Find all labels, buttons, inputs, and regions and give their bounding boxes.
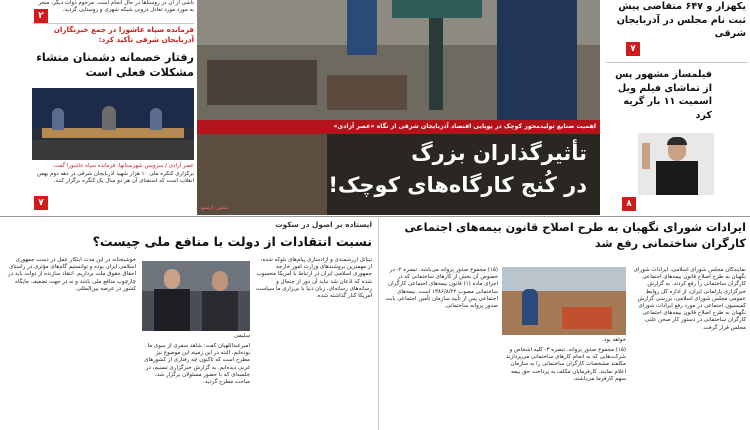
- criticism-col-2: امیرعبداللهیان گفت: شاهد سفری از سوی ما بوده‌ایم. البته در این زمینه این موضوع نیز مطرح است که تاکنون چه رفتاری از کشورهای غربی دیده‌ایم. به گزارش خبرگزاری تسنیم، در جلسه‌ای که با حضور مسئولان برگزار شد، مباحث مطرح گردید.: [144, 343, 250, 386]
- page-number-badge: ۷: [34, 196, 48, 210]
- lead-headline-2: در کُنج کارگاه‌های کوچک!: [328, 173, 587, 197]
- officials-caption: سلیمی: [234, 333, 250, 339]
- divider: [32, 23, 194, 24]
- right-headline-2: فیلمساز مشهور پس از تماشای فیلم ویل اسمیت ۱۱ بار گریه کرد: [615, 69, 712, 121]
- drill-column: [429, 18, 443, 110]
- officials-photo: [142, 261, 250, 331]
- photo-bricks: [562, 307, 612, 329]
- drill-press: [392, 0, 482, 18]
- metal-plates: [327, 75, 407, 110]
- photo-body: [656, 161, 698, 195]
- photo-head: [212, 271, 228, 291]
- insurance-col-1: نمایندگان مجلس شورای اسلامی، ایرادات شورای نگهبان به طرح اصلاح قانون بیمه‌های اجتماعی کارگران ساختمانی را رفع کردند. به گزارش خبرگزاری پارلمانی ایران، از اداره کل روابط عمومی مجلس شورای اسلامی، بررسی گزارش کمیسیون اجتماعی در مورد رفع ایرادات شورای نگهبان به طرح اصلاح قانون بیمه‌های اجتماعی کارگران ساختمانی در دستور کار صحن علنی مجلس قرار گرفت.: [633, 267, 746, 331]
- page-number-badge: ۲: [34, 9, 48, 23]
- left-body-text: برگزاری کنگره ملی ۱۰ هزار شهید آذربایجان شرقی در دهه دوم بهمن انقلاب است که استفتای آن هر دو سال یک کنگره برگزار کنند.: [36, 171, 194, 185]
- photo-audience: [32, 140, 194, 160]
- insurance-story: [380, 217, 750, 430]
- left-column: [0, 0, 196, 215]
- column-divider: [378, 218, 379, 430]
- photo-hair: [667, 137, 687, 145]
- photo-person: [102, 106, 116, 130]
- press-conference-photo: [32, 88, 194, 160]
- photo-arm: [642, 143, 650, 169]
- page-number-badge: ۸: [622, 197, 636, 211]
- workshop-photo: [197, 0, 600, 120]
- insurance-headline: ایرادات شورای نگهبان به طرح اصلاح قانون بیمه‌های اجتماعی کارگران ساختمانی رفع شد: [404, 221, 746, 250]
- divider: [606, 62, 748, 63]
- lead-headline-1: تأثیرگذاران بزرگ: [411, 141, 587, 165]
- lead-side-photo: [197, 134, 327, 215]
- lead-kicker: اهمیت صنایع تولید‌محور کوچک در پویایی اقتصاد آذربایجان شرقی از نگاه «عصر آزادی»: [333, 123, 596, 130]
- worker-figure: [347, 0, 377, 55]
- photo-credit: عکس: آرشیو: [201, 205, 229, 211]
- photo-person: [150, 108, 162, 130]
- photo-sky: [502, 267, 626, 291]
- page-number-badge: ۷: [626, 42, 640, 56]
- criticism-story: [0, 217, 377, 430]
- criticism-col-1: تیناتل ارزشمندی و آزادسازی پیام‌های بلوکه شده، از مهمترین بروشندهای وزارت امور خارجه جمهوری اسلامی ایران در ارتباط با آمریکا محسوب شده که اذعان شد نباید آن دور از جنجال و رسانه‌های رسانه‌ای، زبان دنیا با بی‌زاری ما سیاست آمریکا کنار گذاشته شده.: [256, 257, 372, 300]
- photo-person: [52, 108, 64, 130]
- worker-figure: [522, 289, 538, 325]
- insurance-col-2: (۱۵) مجموع صدور پروانه می‌باشد. تبصره ۲- در خصوص آن بخش از کارهای ساختمانی که در اجرای ماده (۱) قانون بیمه‌های اجتماعی کارگران ساختمانی مصوب ۱۳۸۶/۸/۲۲ است. بیمه‌های اجتماعی پس از تأیید سازمان تأمین اجتماعی بابت صدور پروانه ساختمانی.: [385, 267, 498, 310]
- photo-caption: عصر آزادی / سرویس شهرستانها: فرمانده سپاه عاشورا گفت:: [52, 163, 194, 169]
- right-headline-1: یکهزار و ۶۴۷ متقاضی پیش ثبت نام مجلس در آذربایجان شرقی: [616, 1, 746, 39]
- criticism-headline: نسبت انتقادات از دولت با منافع ملی چیست؟: [92, 234, 372, 249]
- filmmaker-photo: [638, 133, 714, 195]
- photo-backdrop: [142, 261, 250, 291]
- lead-story: [197, 0, 600, 215]
- lead-kicker-bar: [197, 120, 600, 134]
- photo-body: [202, 291, 238, 331]
- insurance-col-3: (۱۵) مجموع صدور پروانه. تبصره ۳- کلیه اشخاص و شرکت‌هایی که به انجام کارهای ساختمانی می‌پردازند مکلفند مشخصات کارگران ساختمانی را به سازمان اعلام نمایند. کارفرمایان مکلف به پرداخت حق بیمه سهم کارفرما می‌باشند.: [506, 347, 626, 382]
- criticism-col-3: خوشبختانه در این مدت ابتکار عمل در دست جمهوری اسلامی ایران بوده و توانستیم گام‌های مؤثری در راستای احقاق حقوق ملت برداریم. انتقاد سازنده از دولت باید در چارچوب منافع ملی باشد و نه در جهت تضعیف جایگاه کشور در عرصه بین‌المللی.: [8, 257, 136, 292]
- criticism-kicker: ایستاده بر اصول در سکوت: [275, 220, 372, 229]
- right-column: [602, 0, 750, 215]
- metal-plates: [207, 60, 317, 105]
- photo-body: [154, 289, 190, 331]
- worker-figure: [497, 0, 577, 120]
- left-top-text: تاشی از آن در روستاها در حال انجام است. مرحوم ذوات دیگر، منجر به مورد مورد تعادل درونی شبکه شهری و روستایی گردید.: [38, 0, 194, 14]
- left-headline: رفتار خصمانه دشمنان منشاء مشکلات فعلی است: [36, 51, 194, 79]
- insurance-photo-caption: خواهد بود.: [602, 337, 626, 343]
- photo-head: [164, 269, 180, 289]
- construction-photo: [502, 267, 626, 335]
- sub-headline: فرمانده سپاه عاشورا در جمع خبرنگاران آذربایجان شرقی تأکید کرد:: [53, 25, 194, 44]
